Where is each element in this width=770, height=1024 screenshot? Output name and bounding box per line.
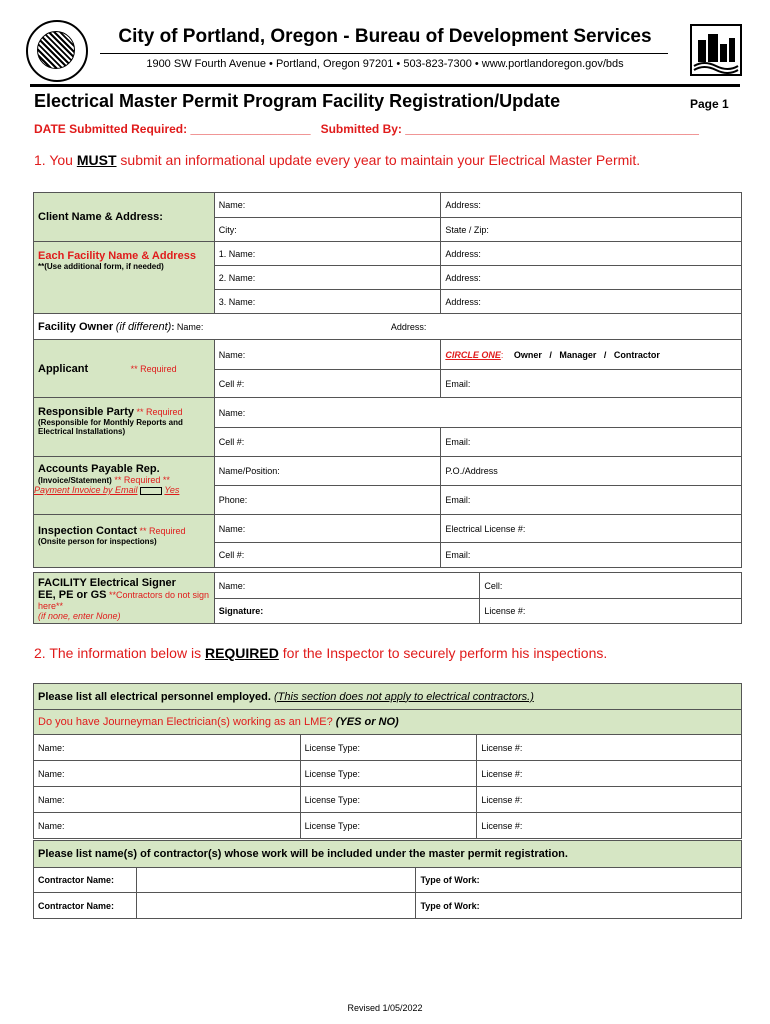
inspection-cell-field[interactable]: Cell #:	[214, 543, 441, 568]
personnel-header	[34, 684, 742, 710]
signer-note: **Contractors do not sign here**	[38, 590, 210, 611]
facility-1-address-field[interactable]: Address:	[441, 242, 742, 266]
inspection-note: (Onsite person for inspections)	[38, 537, 157, 546]
personnel-4-name-field[interactable]: Name:	[34, 813, 301, 839]
accounts-name-field[interactable]: Name/Position:	[214, 457, 441, 486]
contractor-2-name-field[interactable]	[136, 893, 416, 919]
revision-date: Revised 1/05/2022	[347, 1003, 423, 1013]
responsible-name-field[interactable]: Name:	[214, 398, 741, 428]
facility-2-name-field[interactable]: 2. Name:	[214, 266, 441, 290]
emphasis: REQUIRED	[204, 645, 279, 661]
responsible-label-cell	[34, 398, 215, 457]
personnel-2-type-field[interactable]: License Type:	[300, 761, 477, 787]
client-city-field[interactable]: City:	[214, 218, 441, 242]
accounts-note: (Invoice/Statement)	[38, 476, 112, 485]
payment-email-checkbox[interactable]	[140, 487, 162, 495]
owner-paren: (if different)	[115, 320, 172, 333]
client-label-cell	[34, 193, 215, 242]
responsible-note: (Responsible for Monthly Reports and Electrical Installations)	[38, 418, 183, 436]
header-divider	[100, 53, 668, 54]
accounts-required: ** Required **	[114, 475, 170, 485]
inspection-label-cell	[34, 515, 215, 568]
owner-colon: :	[171, 321, 175, 332]
accounts-po-field[interactable]: P.O./Address	[441, 457, 742, 486]
applicant-label-cell	[34, 340, 215, 398]
facility-3-address-field[interactable]: Address:	[441, 290, 742, 314]
personnel-3-license-field[interactable]: License #:	[477, 787, 742, 813]
personnel-1-name-field[interactable]: Name:	[34, 735, 301, 761]
contractors-table	[33, 840, 742, 919]
personnel-3-type-field[interactable]: License Type:	[300, 787, 477, 813]
section-1-heading	[34, 152, 640, 168]
signer-label: FACILITY Electrical Signer	[38, 577, 176, 589]
personnel-header-italic: (This section does not apply to electrical contractors.)	[274, 690, 534, 703]
personnel-4-license-field[interactable]: License #:	[477, 813, 742, 839]
date-submitted-line[interactable]: DATE Submitted Required: __________________ Submitted By: ____________________________________________	[34, 122, 699, 136]
lme-question	[34, 710, 742, 735]
contractor-2-work-field[interactable]: Type of Work:	[416, 893, 742, 919]
personnel-table	[33, 683, 742, 839]
emphasis: MUST	[76, 152, 117, 168]
applicant-email-field[interactable]: Email:	[441, 370, 742, 398]
payment-by-email-label: Payment Invoice by Email	[34, 485, 138, 495]
lme-question-text: Do you have Journeyman Electrician(s) working as an LME?	[38, 716, 333, 728]
contractors-header: Please list name(s) of contractor(s) whose work will be included under the master permit registration.	[34, 841, 742, 868]
role-options[interactable]: Owner / Manager / Contractor	[513, 349, 660, 360]
responsible-label: Responsible Party	[38, 406, 134, 418]
lme-question-options[interactable]: (YES or NO)	[335, 716, 399, 728]
client-address-field[interactable]: Address:	[441, 193, 742, 218]
signer-note-2: (if none, enter None)	[38, 611, 121, 621]
signer-signature-field[interactable]: Signature:	[214, 599, 480, 624]
facility-label-cell	[34, 242, 215, 314]
title-rule	[30, 84, 740, 87]
accounts-email-field[interactable]: Email:	[441, 486, 742, 515]
city-seal-logo	[26, 20, 88, 82]
bds-logo	[690, 24, 742, 76]
personnel-2-name-field[interactable]: Name:	[34, 761, 301, 787]
agency-address: 1900 SW Fourth Avenue • Portland, Oregon 97201 • 503-823-7300 • www.portlandoregon.gov/bds	[146, 58, 624, 70]
applicant-required: ** Required	[130, 363, 177, 374]
inspection-label: Inspection Contact	[38, 525, 138, 537]
section-2-heading	[34, 645, 607, 661]
facility-1-name-field[interactable]: 1. Name:	[214, 242, 441, 266]
responsible-cell-field[interactable]: Cell #:	[214, 428, 441, 457]
personnel-header-bold: Please list all electrical personnel employed.	[38, 690, 271, 703]
personnel-3-name-field[interactable]: Name:	[34, 787, 301, 813]
facility-note: **(Use additional form, if needed)	[38, 262, 164, 271]
section-text-pre: You	[49, 152, 77, 168]
signer-name-field[interactable]: Name:	[214, 573, 480, 599]
payment-yes-label: Yes	[164, 485, 180, 495]
owner-name-field[interactable]: Name:	[176, 321, 204, 332]
personnel-4-type-field[interactable]: License Type:	[300, 813, 477, 839]
section-number: 1.	[34, 152, 46, 168]
signer-label-2: EE, PE or GS	[38, 589, 107, 601]
signer-cell-field[interactable]: Cell:	[480, 573, 742, 599]
page-number: Page 1	[690, 97, 729, 111]
personnel-2-license-field[interactable]: License #:	[477, 761, 742, 787]
owner-label: Facility Owner	[38, 320, 114, 333]
signer-table	[33, 572, 742, 624]
circle-one-label: CIRCLE ONE	[445, 349, 501, 360]
inspection-name-field[interactable]: Name:	[214, 515, 441, 543]
inspection-required: ** Required	[139, 526, 186, 536]
applicant-label: Applicant	[38, 362, 89, 375]
accounts-phone-field[interactable]: Phone:	[214, 486, 441, 515]
facility-3-name-field[interactable]: 3. Name:	[214, 290, 441, 314]
signer-label-cell	[34, 573, 215, 624]
responsible-email-field[interactable]: Email:	[441, 428, 742, 457]
inspection-email-field[interactable]: Email:	[441, 543, 742, 568]
client-name-field[interactable]: Name:	[214, 193, 441, 218]
signer-license-field[interactable]: License #:	[480, 599, 742, 624]
owner-address-field[interactable]: Address:	[390, 321, 427, 332]
contractor-1-work-field[interactable]: Type of Work:	[416, 868, 742, 893]
facility-label: Each Facility Name & Address	[38, 250, 196, 262]
form-title: Electrical Master Permit Program Facility Registration/Update	[34, 91, 561, 111]
applicant-role-cell[interactable]	[441, 340, 742, 370]
agency-title: City of Portland, Oregon - Bureau of Development Services	[118, 26, 652, 47]
applicant-cell-field[interactable]: Cell #:	[214, 370, 441, 398]
section-text-post: submit an informational update every year to maintain your Electrical Master Permit.	[116, 152, 641, 168]
section-text-pre: The information below is	[49, 645, 205, 661]
accounts-label: Accounts Payable Rep.	[38, 463, 160, 475]
responsible-required: ** Required	[136, 407, 183, 417]
client-state-zip-field[interactable]: State / Zip:	[441, 218, 742, 242]
circle-one-colon: :	[500, 349, 504, 360]
facility-2-address-field[interactable]: Address:	[441, 266, 742, 290]
inspection-license-field[interactable]: Electrical License #:	[441, 515, 742, 543]
contractor-1-name-label: Contractor Name:	[34, 868, 137, 893]
personnel-1-type-field[interactable]: License Type:	[300, 735, 477, 761]
client-label: Client Name & Address:	[38, 211, 163, 223]
facility-info-table	[33, 192, 742, 568]
owner-row[interactable]	[34, 314, 742, 340]
accounts-label-cell	[34, 457, 215, 515]
contractor-1-name-field[interactable]	[136, 868, 416, 893]
contractor-2-name-label: Contractor Name:	[34, 893, 137, 919]
section-text-post: for the Inspector to securely perform his inspections.	[278, 645, 608, 661]
section-number: 2.	[34, 645, 46, 661]
personnel-1-license-field[interactable]: License #:	[477, 735, 742, 761]
applicant-name-field[interactable]: Name:	[214, 340, 441, 370]
